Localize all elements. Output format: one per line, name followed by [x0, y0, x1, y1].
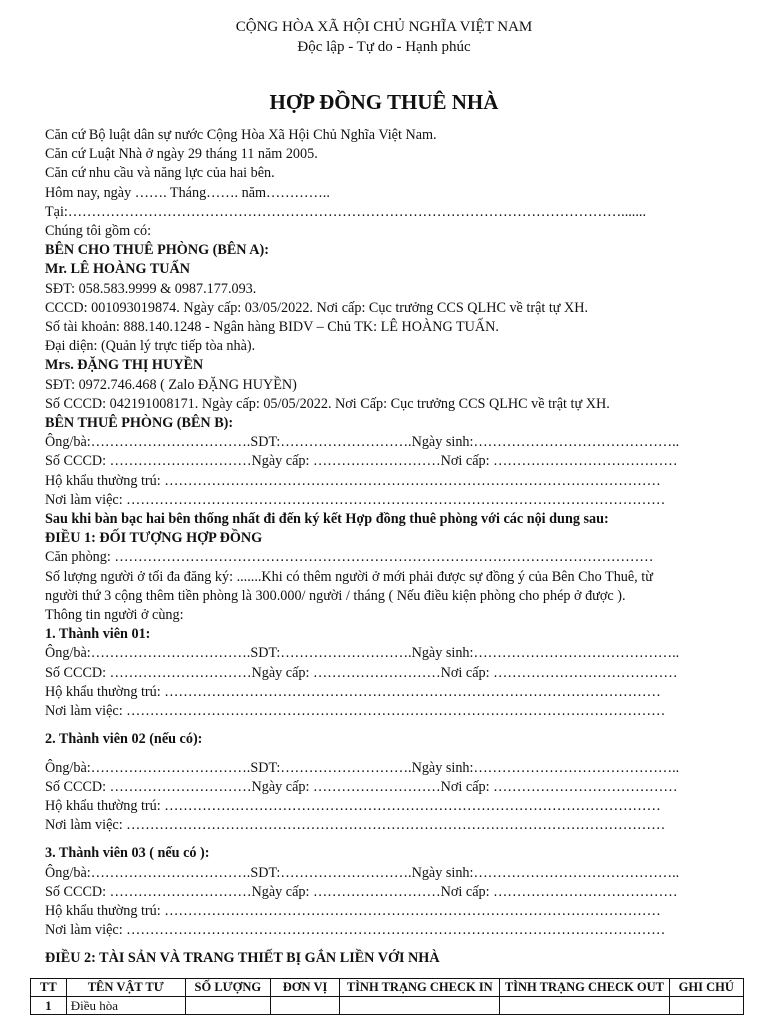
spacer — [45, 750, 735, 759]
document-line: Hộ khẩu thường trú: …………………………………………………………………………………………… — [45, 902, 661, 919]
section-heading: Mrs. ĐẶNG THỊ HUYỀN — [45, 357, 204, 374]
document-line: Nơi làm việc: …………………………………………………………………………………………………… — [45, 817, 666, 834]
section-heading: BÊN THUÊ PHÒNG (BÊN B): — [45, 415, 234, 432]
document-line: Căn cứ Luật Nhà ở ngày 29 tháng 11 năm 2005. — [45, 146, 318, 163]
section-heading: BÊN CHO THUÊ PHÒNG (BÊN A): — [45, 242, 269, 259]
table-cell — [500, 997, 669, 1015]
document-line: Hộ khẩu thường trú: …………………………………………………………………………………………… — [45, 472, 661, 489]
document-line: Số CCCD: …………………………Ngày cấp: ………………………Nơi cấp: ………………………………… — [45, 778, 678, 795]
document-line: Nơi làm việc: …………………………………………………………………………………………………… — [45, 703, 666, 720]
column-header: TÊN VẬT TƯ — [66, 979, 185, 997]
document-line: người thứ 3 cộng thêm tiền phòng là 300.000/ người / tháng ( Nếu điều kiện phòng cho phép ở được ). — [45, 587, 626, 604]
document-line: Căn phòng: …………………………………………………………………………………………………… — [45, 549, 654, 566]
document-line: Số lượng người ở tối đa đăng ký: .......Khi có thêm người ở mới phải được sự đồng ý của Bên Cho Thuê, từ — [45, 568, 653, 585]
column-header: ĐƠN VỊ — [271, 979, 340, 997]
document-line: Số CCCD: …………………………Ngày cấp: ………………………Nơi cấp: ………………………………… — [45, 664, 678, 681]
table-cell — [340, 997, 500, 1015]
document-line: Chúng tôi gồm có: — [45, 223, 152, 240]
spacer — [45, 835, 735, 844]
document-line: Ông/bà:…………………………….SDT:……………………….Ngày sinh:…………………………………….. — [45, 864, 680, 881]
document-line: Căn cứ Bộ luật dân sự nước Cộng Hòa Xã Hội Chủ Nghĩa Việt Nam. — [45, 127, 437, 143]
nation-header: CỘNG HÒA XÃ HỘI CHỦ NGHĨA VIỆT NAM — [235, 19, 533, 35]
table-cell: Điều hòa — [66, 997, 185, 1015]
document-line: Căn cứ nhu cầu và năng lực của hai bên. — [45, 165, 275, 182]
contract-title: HỢP ĐỒNG THUÊ NHÀ — [269, 90, 499, 114]
document-line: Ông/bà:…………………………….SDT:……………………….Ngày sinh:…………………………………….. — [45, 645, 680, 662]
column-header: SỐ LƯỢNG — [185, 979, 270, 997]
spacer — [45, 721, 735, 730]
contract-body — [45, 126, 735, 969]
table-cell — [185, 997, 270, 1015]
table-cell: 1 — [31, 997, 67, 1015]
document-line: Hộ khẩu thường trú: …………………………………………………………………………………………… — [45, 797, 661, 814]
section-heading: 2. Thành viên 02 (nếu có): — [45, 731, 203, 748]
table-body — [31, 997, 744, 1015]
document-line: Đại diện: (Quản lý trực tiếp tòa nhà). — [45, 338, 256, 355]
table-cell — [271, 997, 340, 1015]
document-line: CCCD: 001093019874. Ngày cấp: 03/05/2022. Nơi cấp: Cục trưởng CCS QLHC về trật tự XH. — [45, 299, 589, 316]
section-heading: ĐIỀU 2: TÀI SẢN VÀ TRANG THIẾT BỊ GẮN LIỀN VỚI NHÀ — [45, 950, 440, 967]
document-line: Nơi làm việc: …………………………………………………………………………………………………… — [45, 922, 666, 939]
document-line: Thông tin người ở cùng: — [45, 607, 184, 624]
document-line: Hộ khẩu thường trú: …………………………………………………………………………………………… — [45, 683, 661, 700]
document-line: Số CCCD: 042191008171. Ngày cấp: 05/05/2022. Nơi Cấp: Cục trưởng CCS QLHC về trật tự XH. — [45, 395, 610, 412]
document-line: Ông/bà:…………………………….SDT:……………………….Ngày sinh:…………………………………….. — [45, 759, 680, 776]
section-heading: Sau khi bàn bạc hai bên thống nhất đi đến ký kết Hợp đồng thuê phòng với các nội dung sau: — [45, 511, 609, 528]
document-line: Số CCCD: …………………………Ngày cấp: ………………………Nơi cấp: ………………………………… — [45, 453, 678, 470]
table-header-row — [31, 979, 744, 997]
document-line: SĐT: 0972.746.468 ( Zalo ĐẶNG HUYỀN) — [45, 376, 297, 393]
column-header: GHI CHÚ — [669, 979, 744, 997]
section-heading: 1. Thành viên 01: — [45, 626, 151, 643]
column-header: TÌNH TRẠNG CHECK IN — [340, 979, 500, 997]
document-line: Số tài khoản: 888.140.1248 - Ngân hàng BIDV – Chủ TK: LÊ HOÀNG TUẤN. — [45, 319, 499, 336]
column-header: TÌNH TRẠNG CHECK OUT — [500, 979, 669, 997]
document-line: Ông/bà:…………………………….SDT:……………………….Ngày sinh:…………………………………….. — [45, 434, 680, 451]
document-line: SĐT: 058.583.9999 & 0987.177.093. — [45, 280, 257, 297]
document-line: Nơi làm việc: …………………………………………………………………………………………………… — [45, 491, 666, 508]
document-line: Hôm nay, ngày ……. Tháng……. năm………….. — [45, 184, 330, 201]
document-line: Tại:………………………………………………………………………………………………………....... — [45, 203, 646, 220]
document-line: Số CCCD: …………………………Ngày cấp: ………………………Nơi cấp: ………………………………… — [45, 883, 678, 900]
section-heading: Mr. LÊ HOÀNG TUẤN — [45, 261, 191, 278]
table-row — [31, 997, 744, 1015]
section-heading: ĐIỀU 1: ĐỐI TƯỢNG HỢP ĐỒNG — [45, 530, 263, 547]
section-heading: 3. Thành viên 03 ( nếu có ): — [45, 845, 210, 862]
table-cell — [669, 997, 744, 1015]
motto: Độc lập - Tự do - Hạnh phúc — [297, 39, 471, 55]
spacer — [45, 940, 735, 949]
column-header: TT — [31, 979, 67, 997]
assets-table — [30, 978, 744, 1015]
